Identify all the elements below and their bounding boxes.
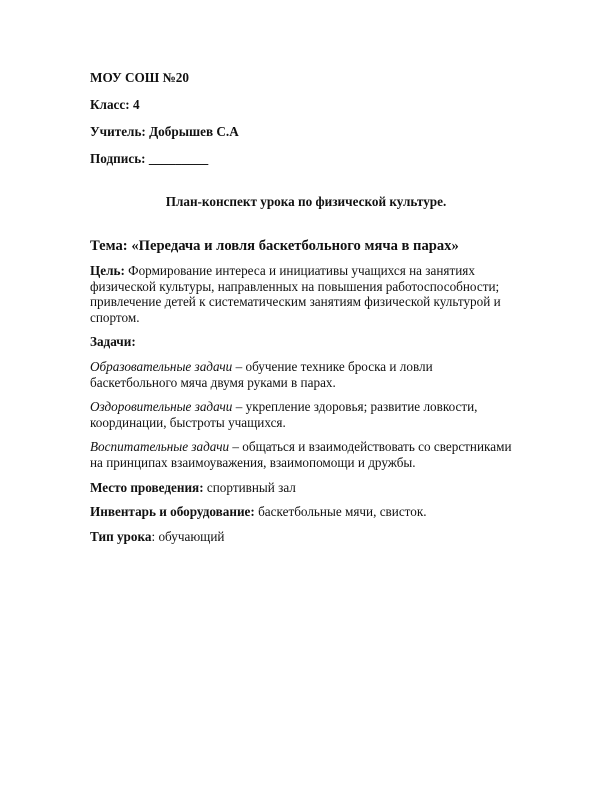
place-label: Место проведения: [90, 479, 204, 495]
task-upbringing-text: – общаться и взаимодействовать со сверстниками на принципах взаимоуважения, взаимопомощи и дружбы. [90, 439, 512, 470]
task-health-text: – укрепление здоровья; развитие ловкости, координации, быстроты учащихся. [90, 399, 478, 430]
task-educational [90, 359, 522, 390]
lesson-type-label: Тип урока [90, 528, 152, 544]
lesson-theme [90, 237, 522, 255]
task-educational-label: Образовательные задачи [90, 358, 233, 374]
lesson-place [90, 480, 522, 496]
school-name: МОУ СОШ №20 [90, 70, 189, 85]
document-content [90, 70, 522, 553]
teacher-name: Учитель: Добрышев С.А [90, 124, 239, 139]
lesson-goal [90, 263, 522, 325]
goal-label: Цель: [90, 263, 125, 278]
task-health [90, 399, 522, 430]
lesson-type [90, 529, 522, 545]
place-value: спортивный зал [203, 479, 296, 495]
tasks-heading: Задачи: [90, 334, 136, 350]
task-upbringing-label: Воспитательные задачи [90, 439, 230, 455]
task-educational-text: – обучение технике броска и ловли баскетбольного мяча двумя руками в парах. [90, 358, 433, 390]
equipment-label: Инвентарь и оборудование: [90, 504, 255, 520]
signature-line: Подпись: _________ [90, 151, 209, 166]
document-title: План-конспект урока по физической культуре. [165, 194, 447, 209]
theme-value: «Передача и ловля баскетбольного мяча в парах» [131, 238, 459, 254]
theme-label: Тема: [90, 238, 128, 254]
task-upbringing [90, 439, 522, 470]
goal-text: Формирование интереса и инициативы учащихся на занятиях физической культуры, направленных на повышения работоспособности; привлечение детей к систематическим занятиям физической культурой и спортом. [90, 263, 501, 325]
class-number: Класс: 4 [90, 97, 140, 112]
lesson-equipment [90, 504, 522, 520]
lesson-type-value: : обучающий [151, 528, 225, 544]
task-health-label: Оздоровительные задачи [90, 399, 233, 415]
equipment-value: баскетбольные мячи, свисток. [254, 504, 427, 520]
